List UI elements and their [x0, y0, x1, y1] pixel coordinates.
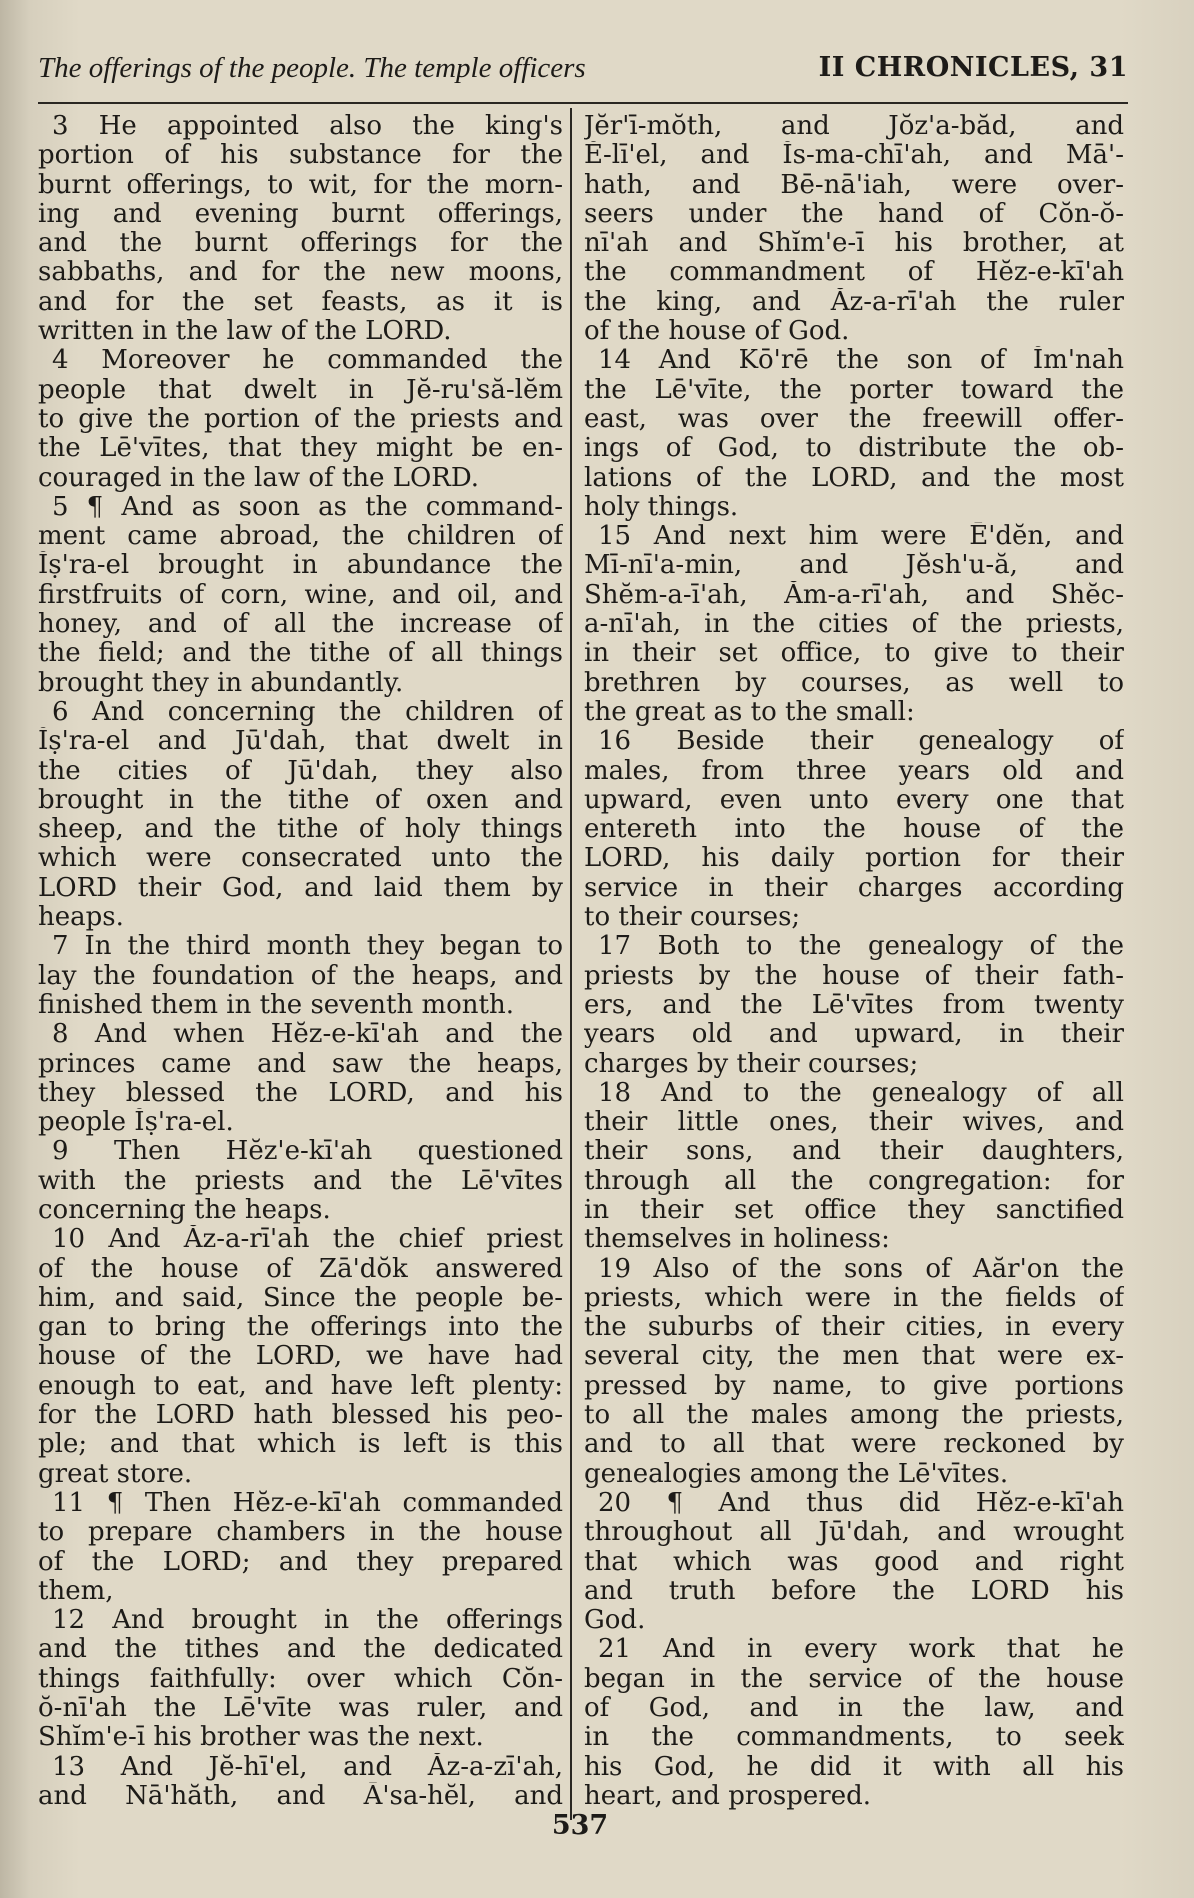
- text-line: written in the law of the LORD.: [38, 317, 452, 347]
- text-line: brought in the tithe of oxen and: [38, 785, 563, 815]
- text-line: in their set office they sanctified: [584, 1195, 1124, 1225]
- text-line: through all the congregation: for: [584, 1166, 1124, 1196]
- text-line: 4 Moreover he commanded the: [52, 346, 563, 376]
- text-line: brought they in abundantly.: [38, 668, 404, 698]
- text-line: princes came and saw the heaps,: [38, 1049, 563, 1079]
- text-line: they blessed the LORD, and his: [38, 1078, 563, 1108]
- text-line: of the LORD; and they prepared: [38, 1547, 563, 1577]
- text-line: 11 ¶ Then Hĕz-e-kī'ah commanded: [52, 1488, 563, 1518]
- text-line: males, from three years old and: [584, 756, 1124, 786]
- book-chapter-heading: II CHRONICLES, 31: [818, 52, 1128, 83]
- column-divider: [570, 108, 572, 1820]
- text-line: people that dwelt in Jĕ-ru'să-lĕm: [38, 375, 563, 405]
- text-line: him, and said, Since the people be-: [38, 1283, 563, 1313]
- text-line: of the house of God.: [584, 317, 850, 347]
- text-line: to prepare chambers in the house: [38, 1518, 563, 1548]
- text-line: Ĭṣ'ra-el and Jū'dah, that dwelt in: [38, 727, 563, 757]
- text-line: and for the set feasts, as it is: [38, 287, 563, 317]
- text-line: people Ĭṣ'ra-el.: [38, 1108, 234, 1138]
- text-line: upward, even unto every one that: [584, 785, 1124, 815]
- text-line: to their courses;: [584, 903, 801, 933]
- text-line: 9 Then Hĕz'e-kī'ah questioned: [52, 1137, 563, 1167]
- text-line: the great as to the small:: [584, 697, 915, 727]
- text-line: throughout all Jū'dah, and wrought: [584, 1518, 1124, 1548]
- text-line: 13 And Jĕ-hī'el, and Ăz-a-zī'ah,: [52, 1752, 563, 1782]
- text-line: their little ones, their wives, and: [584, 1108, 1124, 1138]
- text-line: Mī-nī'a-min, and Jĕsh'u-ă, and: [584, 551, 1124, 581]
- text-line: 3 He appointed also the king's: [52, 112, 563, 141]
- text-line: the commandment of Hĕz-e-kī'ah: [584, 258, 1124, 288]
- text-line: finished them in the seventh month.: [38, 990, 514, 1020]
- text-line: 17 Both to the genealogy of the: [598, 932, 1124, 962]
- text-line: couraged in the law of the LORD.: [38, 463, 480, 493]
- text-line: genealogies among the Lē'vītes.: [584, 1459, 1009, 1489]
- text-line: enough to eat, and have left plenty:: [38, 1371, 563, 1401]
- text-line: of the house of Zā'dŏk answered: [38, 1254, 563, 1284]
- text-line: sheep, and the tithe of holy things: [38, 815, 563, 845]
- text-line: 6 And concerning the children of: [52, 697, 563, 727]
- text-line: years old and upward, in their: [584, 1020, 1124, 1050]
- text-line: the field; and the tithe of all things: [38, 639, 563, 669]
- text-line: service in their charges according: [584, 873, 1124, 903]
- text-line: gan to bring the offerings into the: [38, 1313, 563, 1343]
- text-line: in the commandments, to seek: [584, 1723, 1124, 1753]
- text-line: 7 In the third month they began to: [52, 932, 563, 962]
- text-line: brethren by courses, as well to: [584, 668, 1124, 698]
- text-line: east, was over the freewill offer-: [584, 404, 1124, 434]
- page-number: 537: [551, 1810, 609, 1841]
- text-line: the king, and Ăz-a-rī'ah the ruler: [584, 287, 1124, 317]
- text-line: nī'ah and Shĭm'e-ī his brother, at: [584, 229, 1124, 259]
- text-line: holy things.: [584, 492, 739, 522]
- text-line: to all the males among the priests,: [584, 1401, 1124, 1431]
- text-line: ple; and that which is left is this: [38, 1430, 563, 1460]
- text-line: the Lē'vīte, the porter toward the: [584, 375, 1124, 405]
- text-line: 18 And to the genealogy of all: [598, 1078, 1124, 1108]
- text-line: with the priests and the Lē'vītes: [38, 1166, 563, 1196]
- text-line: 21 And in every work that he: [598, 1635, 1124, 1665]
- text-line: entereth into the house of the: [584, 815, 1124, 845]
- text-line: several city, the men that were ex-: [584, 1342, 1124, 1372]
- text-line: 19 Also of the sons of Aăr'on the: [598, 1254, 1124, 1284]
- text-line: the Lē'vītes, that they might be en-: [38, 434, 563, 464]
- text-line: lay the foundation of the heaps, and: [38, 961, 563, 991]
- text-line: LORD their God, and laid them by: [38, 873, 563, 903]
- text-line: his God, he did it with all his: [584, 1752, 1124, 1782]
- text-line: that which was good and right: [584, 1547, 1124, 1577]
- text-line: to give the portion of the priests and: [38, 404, 563, 434]
- text-line: 20 ¶ And thus did Hĕz-e-kī'ah: [598, 1488, 1124, 1518]
- text-line: of God, and in the law, and: [584, 1694, 1124, 1724]
- text-line: and the burnt offerings for the: [38, 229, 563, 259]
- text-line: and the tithes and the dedicated: [38, 1635, 563, 1665]
- text-line: and to all that were reckoned by: [584, 1430, 1124, 1460]
- text-line: themselves in holiness:: [584, 1225, 890, 1255]
- text-line: hath, and Bē-nā'iah, were over-: [584, 170, 1124, 200]
- text-line: 5 ¶ And as soon as the command-: [52, 492, 563, 522]
- text-line: Shĕm-a-ī'ah, Ăm-a-rī'ah, and Shĕc-: [584, 580, 1124, 610]
- text-line: LORD, his daily portion for their: [584, 844, 1124, 874]
- text-line: heart, and prospered.: [584, 1781, 872, 1811]
- text-line: 16 Beside their genealogy of: [598, 727, 1124, 757]
- text-line: and truth before the LORD his: [584, 1576, 1124, 1606]
- text-line: heaps.: [38, 903, 124, 933]
- text-line: ŏ-nī'ah the Lē'vīte was ruler, and: [38, 1694, 563, 1724]
- text-line: ment came abroad, the children of: [38, 522, 563, 552]
- text-line: the cities of Jū'dah, they also: [38, 756, 563, 786]
- text-line: and Nā'hăth, and Ā'sa-hĕl, and: [38, 1781, 563, 1811]
- text-line: the suburbs of their cities, in every: [584, 1313, 1124, 1343]
- text-line: 15 And next him were Ē'dĕn, and: [598, 522, 1124, 552]
- text-line: 10 And Ăz-a-rī'ah the chief priest: [52, 1225, 563, 1255]
- text-line: which were consecrated unto the: [38, 844, 563, 874]
- text-line: 8 And when Hĕz-e-kī'ah and the: [52, 1020, 563, 1050]
- text-line: firstfruits of corn, wine, and oil, and: [38, 580, 563, 610]
- text-line: concerning the heaps.: [38, 1195, 331, 1225]
- header-rule: [38, 102, 1128, 104]
- text-line: Shĭm'e-ī his brother was the next.: [38, 1723, 484, 1753]
- text-line: seers under the hand of Cŏn-ŏ-: [584, 199, 1124, 229]
- text-line: Ĭṣ'ra-el brought in abundance the: [38, 551, 563, 581]
- text-line: Ĕ-lī'el, and Ĭs-ma-chī'ah, and Mā'-: [584, 141, 1124, 171]
- text-line: Jĕr'ī-mŏth, and Jŏz'a-băd, and: [584, 112, 1124, 141]
- text-line: great store.: [38, 1459, 193, 1489]
- right-text-column: [584, 112, 1124, 1811]
- text-line: sabbaths, and for the new moons,: [38, 258, 563, 288]
- text-line: charges by their courses;: [584, 1049, 919, 1079]
- section-heading: The offerings of the people. The temple officers: [38, 52, 586, 84]
- text-line: God.: [584, 1606, 646, 1636]
- left-text-column: [38, 112, 563, 1811]
- text-line: in their set office, to give to their: [584, 639, 1124, 669]
- running-header: [38, 52, 1128, 102]
- text-line: lations of the LORD, and the most: [584, 463, 1124, 493]
- text-line: ings of God, to distribute the ob-: [584, 434, 1124, 464]
- text-line: them,: [38, 1576, 114, 1606]
- text-line: for the LORD hath blessed his peo-: [38, 1401, 563, 1431]
- text-line: pressed by name, to give portions: [584, 1371, 1124, 1401]
- text-line: 12 And brought in the offerings: [52, 1606, 563, 1636]
- text-line: honey, and of all the increase of: [38, 610, 563, 640]
- text-line: priests, which were in the fields of: [584, 1283, 1124, 1313]
- text-line: things faithfully: over which Cŏn-: [38, 1664, 563, 1694]
- text-line: began in the service of the house: [584, 1664, 1124, 1694]
- text-line: ers, and the Lē'vītes from twenty: [584, 990, 1124, 1020]
- text-line: house of the LORD, we have had: [38, 1342, 563, 1372]
- text-line: ing and evening burnt offerings,: [38, 199, 563, 229]
- text-line: portion of his substance for the: [38, 141, 563, 171]
- text-line: priests by the house of their fath-: [584, 961, 1124, 991]
- text-line: a-nī'ah, in the cities of the priests,: [584, 610, 1124, 640]
- text-line: their sons, and their daughters,: [584, 1137, 1124, 1167]
- text-line: 14 And Kō'rē the son of Ĭm'nah: [598, 346, 1124, 376]
- text-line: burnt offerings, to wit, for the morn-: [38, 170, 563, 200]
